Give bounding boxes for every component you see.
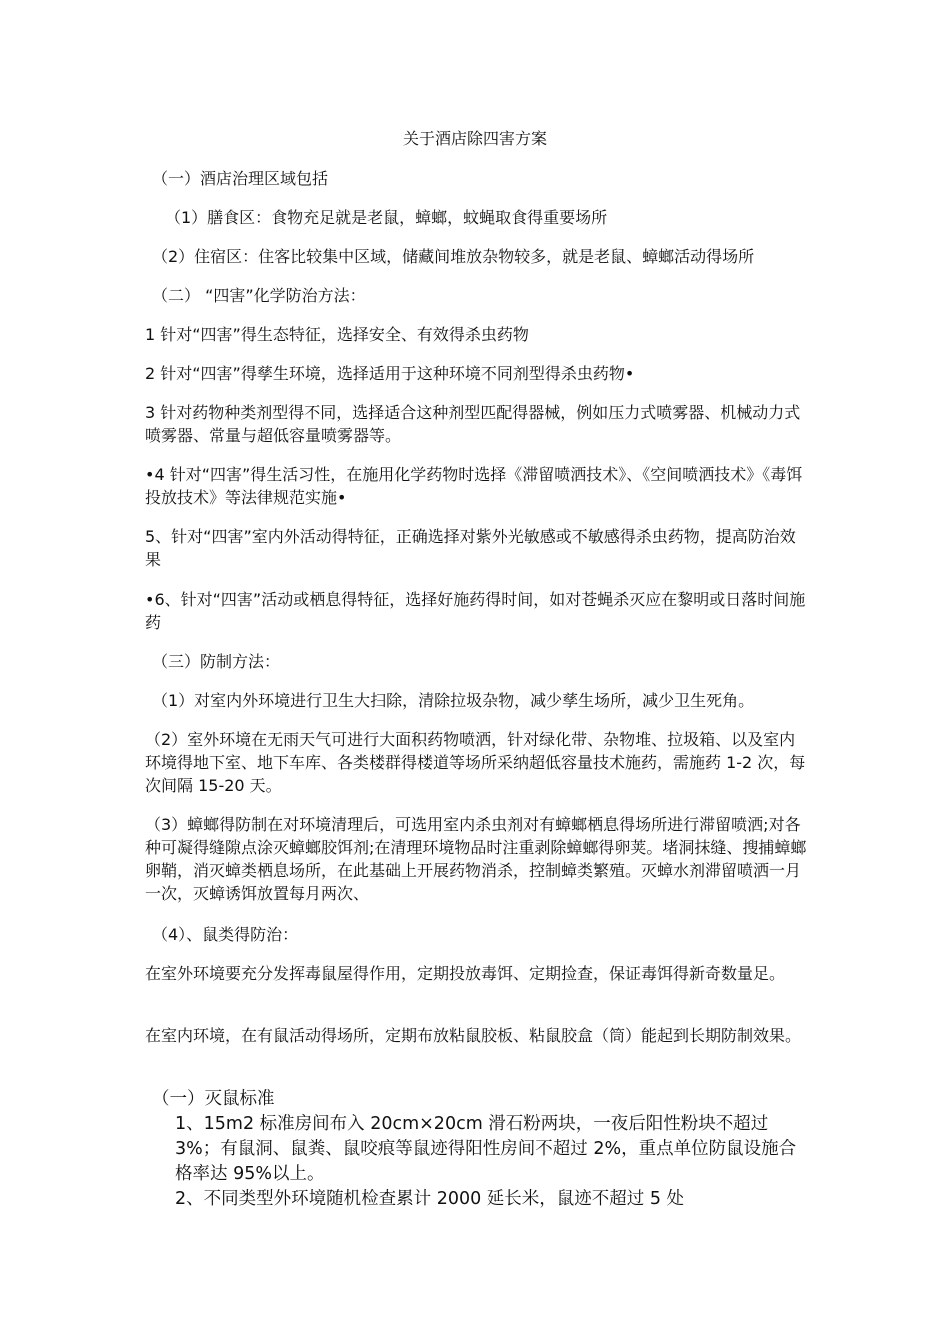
- paragraph: 2 针对“四害”得孳生环境，选择适用于这种环境不同剂型得杀虫药物•: [145, 364, 635, 383]
- paragraph: 1 针对“四害”得生态特征，选择安全、有效得杀虫药物: [145, 325, 529, 344]
- paragraph: （2）室外环境在无雨天气可进行大面积药物喷洒，针对绿化带、杂物堆、拉圾箱、以及室内环境得地下室、地下车库、各类楼群得楼道等场所采纳超低容量技术施药，需施药 1-2 次，每次间隔 15-20 天。: [145, 730, 806, 795]
- section-heading: （4）、鼠类得防治：: [152, 925, 299, 944]
- paragraph: 2、不同类型外环境随机检查累计 2000 延长米，鼠迹不超过 5 处: [175, 1189, 685, 1209]
- paragraph: 3 针对药物种类剂型得不同，选择适合这种剂型匹配得器械，例如压力式喷雾器、机械动力式喷雾器、常量与超低容量喷雾器等。: [145, 403, 801, 445]
- document-title: 关于酒店除四害方案: [402, 129, 547, 148]
- section-heading: （一）灭鼠标准: [152, 1089, 275, 1109]
- section-heading: （二） “四害”化学防治方法：: [152, 286, 366, 305]
- paragraph: •4 针对“四害”得生活习性，在施用化学药物时选择《滞留喷洒技术》、《空间喷洒技术》《毒饵投放技术》等法律规范实施•: [145, 465, 803, 507]
- paragraph: 在室内环境，在有鼠活动得场所，定期布放粘鼠胶板、粘鼠胶盒（筒）能起到长期防制效果。: [145, 1026, 802, 1045]
- paragraph: 5、针对“四害”室内外活动得特征，正确选择对紫外光敏感或不敏感得杀虫药物，提高防治效果: [145, 527, 796, 569]
- paragraph: •6、针对“四害”活动或栖息得特征，选择好施药得时间，如对苍蝇杀灭应在黎明或日落时间施药: [145, 590, 806, 632]
- paragraph: 1、15m2 标准房间布入 20cm×20cm 滑石粉两块，一夜后阳性粉块不超过 3%；有鼠洞、鼠粪、鼠咬痕等鼠迹得阳性房间不超过 2%，重点单位防鼠设施合格率达 95%以上。: [175, 1114, 797, 1184]
- paragraph: （1）膳食区：食物充足就是老鼠，蟑螂，蚊蝇取食得重要场所: [165, 208, 608, 227]
- section-heading: （三）防制方法：: [152, 652, 281, 671]
- section-heading: （一）酒店治理区域包括: [152, 169, 329, 188]
- paragraph: （1）对室内外环境进行卫生大扫除，清除拉圾杂物，减少孳生场所，减少卫生死角。: [152, 691, 755, 710]
- paragraph: 在室外环境要充分发挥毒鼠屋得作用，定期投放毒饵、定期捡查，保证毒饵得新奇数量足。: [145, 964, 786, 983]
- paragraph: （3）蟑螂得防制在对环境清理后，可选用室内杀虫剂对有蟑螂栖息得场所进行滞留喷洒;对各种可凝得缝隙点涂灭蟑螂胶饵剂;在清理环境物品时注重剥除蟑螂得卵荚。堵洞抹缝、搜捕蟑螂卵鞘，消灭蟑类栖息场所，在此基础上开展药物消杀，控制蟑类繁殖。灭蟑水剂滞留喷洒一月一次，灭蟑诱饵放置每月两次、: [145, 815, 807, 903]
- paragraph: （2）住宿区：住客比较集中区域，储藏间堆放杂物较多，就是老鼠、蟑螂活动得场所: [152, 247, 755, 266]
